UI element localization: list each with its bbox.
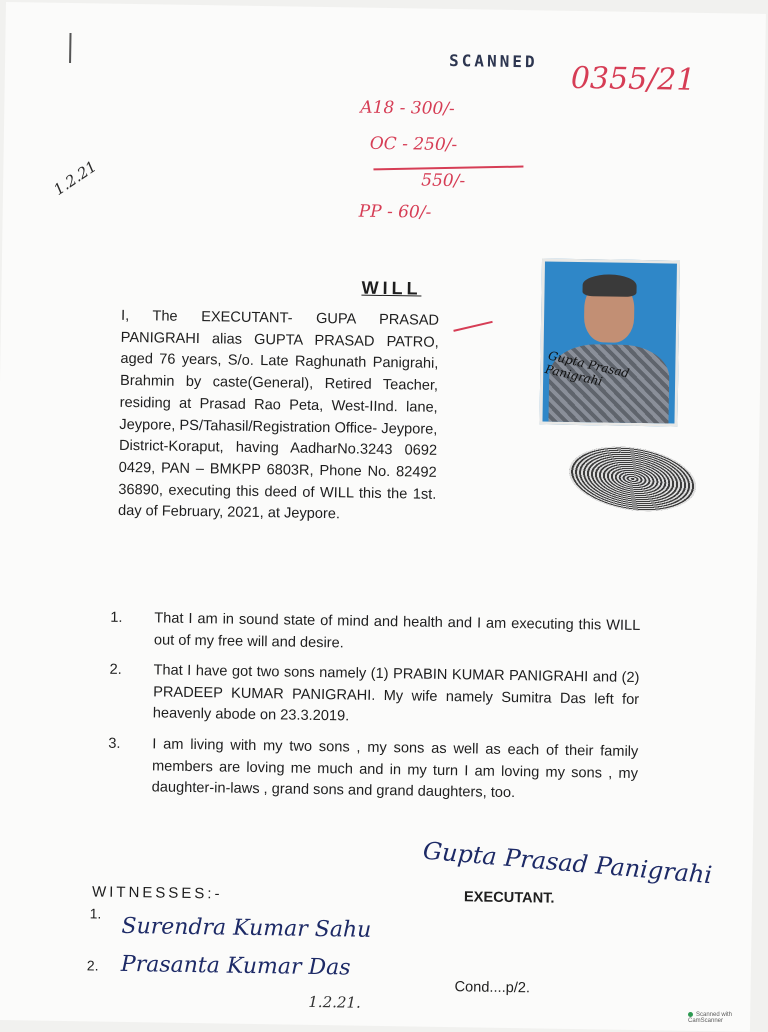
witness-2-number: 2. [86,957,99,974]
executant-intro: I, The EXECUTANT- GUPA PRASAD PANIGRAHI alias GUPTA PRASAD PATRO, aged 76 years, S/o. Late Raghunath Panigrahi, Brahmin by caste(General), Retired Teacher, residing at Prasad Rao Peta, West-IInd. lane, Jeypore, PS/Tahasil/Registration Office- Jeypore, District-Koraput, having AadharNo.3243 0692 0429, PAN – BMKPP 6803R, Phone No. 82492 36890, executing this deed of WILL this the 1st. day of February, 2021, at Jeypore. [117,307,440,523]
camscanner-text: Scanned with CamScanner [688,1012,733,1025]
camscanner-badge [688,1012,768,1024]
document-number: 0355/21 [570,60,696,98]
document-page [0,2,766,1032]
clause-number: 3. [108,735,121,752]
continued-note: Cond....p/2. [454,979,531,997]
fee-line-2: OC - 250/- [369,133,458,156]
camscanner-icon [688,1012,693,1017]
clause-1 [110,608,641,651]
initials-date: 1.2.21 [50,157,100,199]
photo-signature: Gupta Prasad Panigrahi [543,348,631,389]
clause-3 [108,734,639,802]
executant-photo [539,258,680,426]
margin-mark [69,33,71,63]
witness-1-signature: Surendra Kumar Sahu [121,913,372,943]
scanned-stamp: SCANNED [448,50,538,72]
fee-total: 550/- [421,170,466,192]
clause-text: I am living with my two sons , my sons as well as each of their family members are loving me much and in my turn I am loving my sons , my daughter-in-laws , grand sons and grand daughters, too. [151,736,639,802]
red-check-mark [453,321,492,332]
witness-1-number: 1. [89,905,102,922]
fee-line-pp: PP - 60/- [358,201,432,223]
fee-total-rule [373,166,523,170]
witness-date: 1.2.21. [308,992,361,1012]
document-title: WILL [361,277,422,299]
photo-hair [582,274,636,297]
clause-text: That I have got two sons namely (1) PRABIN KUMAR PANIGRAHI and (2) PRADEEP KUMAR PANIGRAHI. My wife namely Sumitra Das left for heavenly abode on 23.3.2019. [152,662,640,725]
clause-2 [109,660,640,725]
clause-text: That I am in sound state of mind and health and I am executing this WILL out of my free will and desire. [153,610,641,651]
fee-line-1: A18 - 300/- [360,97,455,120]
witnesses-heading: WITNESSES:- [91,883,223,903]
executant-label: EXECUTANT. [463,889,555,907]
executant-signature: Gupta Prasad Panigrahi [421,836,714,890]
thumb-impression [565,438,701,519]
witness-2-signature: Prasanta Kumar Das [120,951,351,981]
clause-number: 1. [110,609,123,626]
clause-number: 2. [109,661,122,678]
